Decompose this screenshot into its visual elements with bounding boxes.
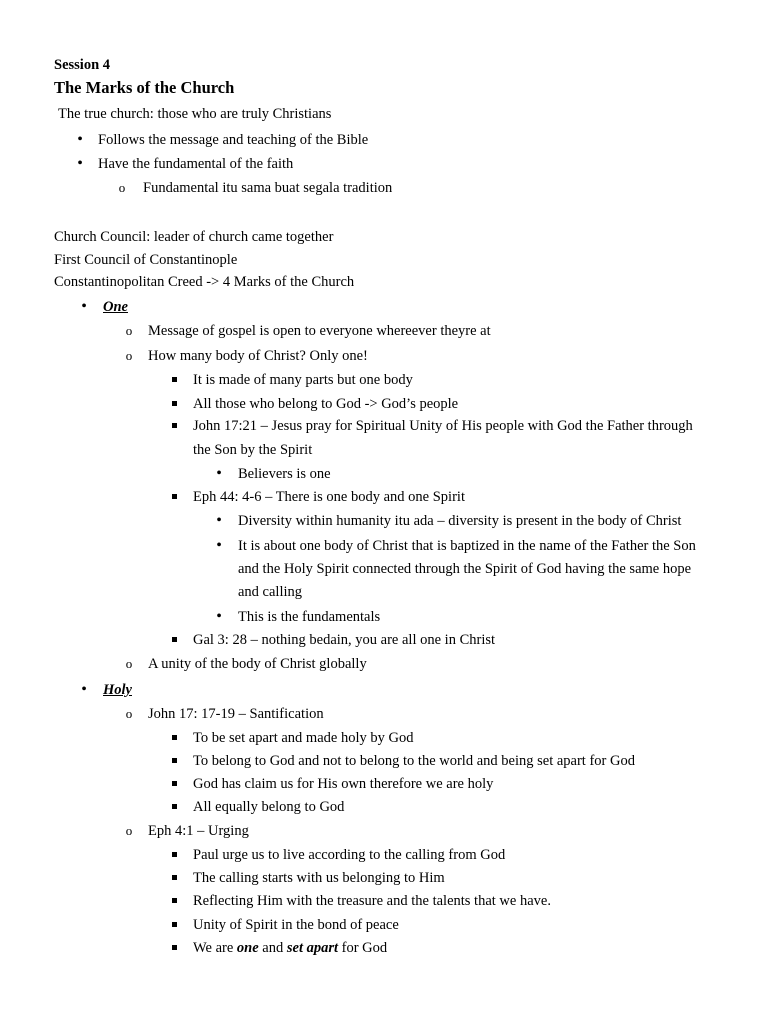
bullet-icon [214,465,224,483]
bullet-icon [214,608,224,626]
square-bullet-icon [169,892,179,910]
bullet-icon [214,537,224,555]
square-bullet-icon [169,798,179,816]
square-bullet-icon [169,395,179,413]
bullet-icon [79,298,89,316]
circle-bullet-icon [124,705,134,723]
square-bullet-icon [169,775,179,793]
circle-bullet-icon [124,655,134,673]
mixed-emphasis-text: We are one and set apart for God [193,940,388,956]
square-bullet-icon [169,846,179,864]
bullet-icon [79,681,89,699]
circle-bullet-icon [124,347,134,365]
bullet-icon [75,131,85,149]
bullet-icon [75,155,85,173]
square-bullet-icon [169,371,179,389]
square-bullet-icon [169,939,179,957]
bullet-icon [214,512,224,530]
square-bullet-icon [169,869,179,887]
circle-bullet-icon [124,822,134,840]
square-bullet-icon [169,916,179,934]
circle-bullet-icon [117,179,127,197]
square-bullet-icon [169,488,179,506]
square-bullet-icon [169,752,179,770]
square-bullet-icon [169,631,179,649]
document-page: Session 4 The Marks of the Church The true church: those who are truly Christians • Follows the message and teaching of the Bible • Have the fundamental of the faith o Fundamental itu sama buat segala tradition Church Council: leader of church came together First Council of Constantinople Constantinopolitan Creed -> 4 Marks of the Church • One o Message of gospel is open to everyone whereever theyre at o How many body of Christ? Only one! It is made of many parts but one body All those who belong to God -> God’s people John 17:21 – Jesus pray for Spiritual Unity of His people with God the Father through the Son by the Spirit • Believers is one Eph 44: 4-6 – There is one body and one Spirit • Diversity within humanity itu ada – diversity is present in the body of Christ • It is about one body of Christ that is baptized in the name of the Father the Son and the Holy Spirit connected through the Spirit of God having the same hope and calling • This is the fundamentals Gal 3: 28 – nothing bedain, you are all one in Christ o A unity of the body of Christ globally • Holy o John 17: 17-19 – Santification To be set apart and made holy by God To belong to God and not to belong to the world and being set apart for God God has claim us for His own therefore we are holy All equally belong to God o Eph 4:1 – Urging Paul urge us to live according to the calling from God The calling starts with us belonging to Him Reflecting Him with the treasure and the talents that we have. Unity of Spirit in the bond of peace We are one and set apart for God [0,0,768,1024]
square-bullet-icon [169,417,179,435]
circle-bullet-icon [124,322,134,340]
square-bullet-icon [169,729,179,747]
